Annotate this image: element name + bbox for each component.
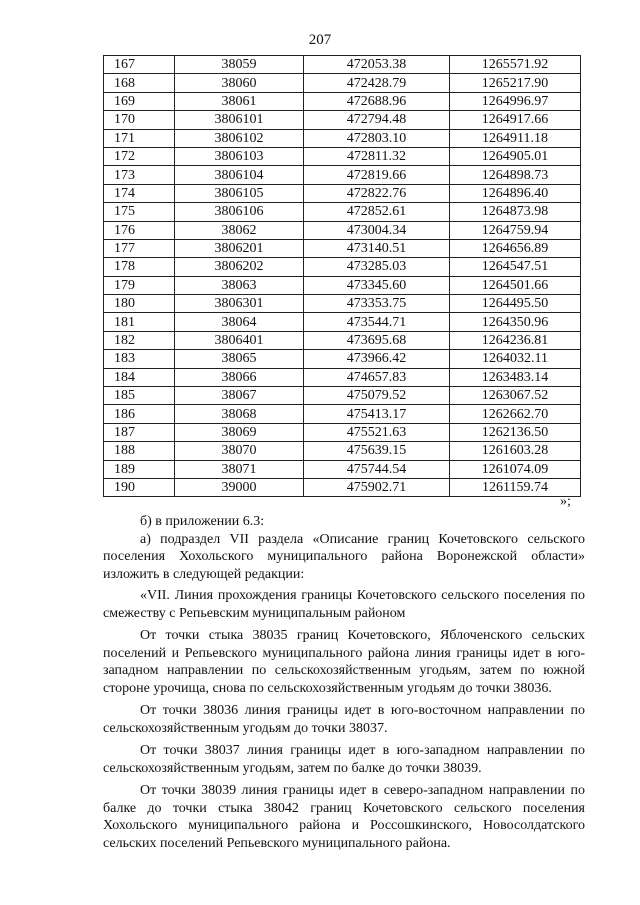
- cell-point-id: 3806102: [175, 129, 304, 147]
- cell-coord-y: 1264759.94: [450, 221, 581, 239]
- cell-point-id: 38065: [175, 350, 304, 368]
- cell-point-id: 39000: [175, 478, 304, 496]
- table-row: [104, 368, 581, 386]
- paragraph-boundary-2: От точки 38036 линия границы идет в юго-восточном направлении по сельскохозяйственным угодьям до точки 38037.: [103, 703, 585, 736]
- table-row: [104, 184, 581, 202]
- cell-point-id: 3806106: [175, 203, 304, 221]
- cell-point-id: 38064: [175, 313, 304, 331]
- cell-point-id: 38066: [175, 368, 304, 386]
- table-row: [104, 111, 581, 129]
- table-row: [104, 166, 581, 184]
- cell-coord-x: 472794.48: [304, 111, 450, 129]
- table-row: [104, 442, 581, 460]
- cell-coord-x: 473353.75: [304, 295, 450, 313]
- cell-coord-x: 472852.61: [304, 203, 450, 221]
- cell-coord-x: 475079.52: [304, 387, 450, 405]
- cell-coord-y: 1265217.90: [450, 74, 581, 92]
- cell-coord-x: 472428.79: [304, 74, 450, 92]
- cell-coord-x: 475744.54: [304, 460, 450, 478]
- cell-point-id: 3806201: [175, 239, 304, 257]
- cell-coord-y: 1264996.97: [450, 92, 581, 110]
- table-row: [104, 387, 581, 405]
- table-row: [104, 239, 581, 257]
- cell-point-id: 38060: [175, 74, 304, 92]
- cell-point-id: 38069: [175, 423, 304, 441]
- cell-coord-y: 1261603.28: [450, 442, 581, 460]
- cell-point-number: 180: [104, 295, 175, 313]
- cell-point-number: 174: [104, 184, 175, 202]
- cell-point-number: 173: [104, 166, 175, 184]
- table-row: [104, 74, 581, 92]
- table-row: [104, 129, 581, 147]
- cell-point-id: 38070: [175, 442, 304, 460]
- cell-point-id: 38059: [175, 56, 304, 74]
- cell-point-id: 38062: [175, 221, 304, 239]
- cell-coord-x: 473695.68: [304, 331, 450, 349]
- paragraph-subitem-b: б) в приложении 6.3:: [140, 514, 265, 529]
- cell-point-id: 3806101: [175, 111, 304, 129]
- cell-coord-y: 1261074.09: [450, 460, 581, 478]
- coordinates-table: [103, 55, 581, 497]
- table-row: [104, 92, 581, 110]
- closing-quote: »;: [560, 494, 571, 509]
- cell-coord-y: 1263483.14: [450, 368, 581, 386]
- cell-point-id: 38061: [175, 92, 304, 110]
- cell-point-number: 176: [104, 221, 175, 239]
- table-row: [104, 313, 581, 331]
- cell-coord-y: 1264873.98: [450, 203, 581, 221]
- cell-point-number: 188: [104, 442, 175, 460]
- paragraph-boundary-3: От точки 38037 линия границы идет в юго-западном направлении по сельскохозяйственным угодьям, затем по балке до точки 38039.: [103, 743, 585, 776]
- table-row: [104, 258, 581, 276]
- cell-coord-x: 473004.34: [304, 221, 450, 239]
- cell-point-number: 167: [104, 56, 175, 74]
- table-row: [104, 478, 581, 496]
- cell-coord-y: 1264236.81: [450, 331, 581, 349]
- table-row: [104, 460, 581, 478]
- cell-coord-y: 1261159.74: [450, 478, 581, 496]
- cell-coord-x: 473285.03: [304, 258, 450, 276]
- cell-coord-y: 1264350.96: [450, 313, 581, 331]
- cell-point-number: 172: [104, 147, 175, 165]
- cell-coord-x: 474657.83: [304, 368, 450, 386]
- table-row: [104, 405, 581, 423]
- cell-coord-x: 475413.17: [304, 405, 450, 423]
- cell-point-number: 177: [104, 239, 175, 257]
- cell-point-number: 175: [104, 203, 175, 221]
- table-row: [104, 221, 581, 239]
- cell-point-number: 170: [104, 111, 175, 129]
- cell-point-id: 3806301: [175, 295, 304, 313]
- cell-point-id: 38067: [175, 387, 304, 405]
- table-row: [104, 56, 581, 74]
- table-row: [104, 423, 581, 441]
- cell-coord-x: 472822.76: [304, 184, 450, 202]
- cell-coord-x: 472053.38: [304, 56, 450, 74]
- cell-point-number: 181: [104, 313, 175, 331]
- cell-coord-y: 1262662.70: [450, 405, 581, 423]
- cell-point-number: 169: [104, 92, 175, 110]
- table-row: [104, 295, 581, 313]
- cell-point-id: 38068: [175, 405, 304, 423]
- cell-coord-x: 473544.71: [304, 313, 450, 331]
- paragraph-boundary-4: От точки 38039 линия границы идет в северо-западном направлении по балке до точки стыка 38042 границ Кочетовского сельского поселения Хохольского муниципального района и Россошкинского, Новосолдатского сельских поселений Репьевского муниципального района.: [103, 783, 585, 851]
- cell-coord-x: 473140.51: [304, 239, 450, 257]
- cell-coord-y: 1263067.52: [450, 387, 581, 405]
- table-row: [104, 350, 581, 368]
- cell-point-number: 190: [104, 478, 175, 496]
- cell-point-id: 3806202: [175, 258, 304, 276]
- cell-point-number: 189: [104, 460, 175, 478]
- table-row: [104, 147, 581, 165]
- paragraph-section-title: «VII. Линия прохождения границы Кочетовского сельского поселения по смежеству с Репьевским муниципальным районом: [103, 588, 585, 621]
- cell-point-id: 38071: [175, 460, 304, 478]
- cell-coord-x: 472811.32: [304, 147, 450, 165]
- cell-point-number: 185: [104, 387, 175, 405]
- body-text: [103, 510, 585, 852]
- cell-point-number: 186: [104, 405, 175, 423]
- cell-point-number: 183: [104, 350, 175, 368]
- cell-coord-x: 472803.10: [304, 129, 450, 147]
- cell-coord-x: 473345.60: [304, 276, 450, 294]
- page-number: 207: [308, 32, 332, 48]
- cell-point-number: 178: [104, 258, 175, 276]
- cell-coord-x: 472688.96: [304, 92, 450, 110]
- cell-point-number: 187: [104, 423, 175, 441]
- cell-coord-y: 1264911.18: [450, 129, 581, 147]
- cell-coord-y: 1262136.50: [450, 423, 581, 441]
- cell-coord-y: 1264917.66: [450, 111, 581, 129]
- cell-coord-y: 1264495.50: [450, 295, 581, 313]
- paragraph-boundary-1: От точки стыка 38035 границ Кочетовского, Яблоченского сельских поселений и Репьевского муниципального района линия границы идет в юго-западном направлении по сельскохозяйственным угодьям, затем по южной стороне урочища, снова по сельскохозяйственным угодьям до точки 38036.: [103, 628, 585, 696]
- cell-coord-y: 1264905.01: [450, 147, 581, 165]
- cell-coord-x: 475639.15: [304, 442, 450, 460]
- cell-point-number: 168: [104, 74, 175, 92]
- cell-coord-y: 1264547.51: [450, 258, 581, 276]
- paragraph-subitem-a: а) подраздел VII раздела «Описание границ Кочетовского сельского поселения Хохольского муниципального района Воронежской области» изложить в следующей редакции:: [103, 531, 585, 582]
- cell-coord-x: 475521.63: [304, 423, 450, 441]
- cell-coord-y: 1265571.92: [450, 56, 581, 74]
- table-row: [104, 203, 581, 221]
- cell-point-id: 3806401: [175, 331, 304, 349]
- cell-coord-x: 473966.42: [304, 350, 450, 368]
- cell-point-id: 3806103: [175, 147, 304, 165]
- cell-coord-y: 1264898.73: [450, 166, 581, 184]
- cell-coord-x: 472819.66: [304, 166, 450, 184]
- coordinates-table-body: [104, 56, 581, 497]
- cell-point-id: 3806104: [175, 166, 304, 184]
- table-row: [104, 276, 581, 294]
- cell-coord-y: 1264032.11: [450, 350, 581, 368]
- cell-coord-x: 475902.71: [304, 478, 450, 496]
- cell-point-number: 171: [104, 129, 175, 147]
- cell-point-number: 179: [104, 276, 175, 294]
- cell-point-id: 38063: [175, 276, 304, 294]
- cell-point-number: 182: [104, 331, 175, 349]
- cell-point-number: 184: [104, 368, 175, 386]
- cell-coord-y: 1264896.40: [450, 184, 581, 202]
- table-row: [104, 331, 581, 349]
- cell-coord-y: 1264501.66: [450, 276, 581, 294]
- cell-coord-y: 1264656.89: [450, 239, 581, 257]
- cell-point-id: 3806105: [175, 184, 304, 202]
